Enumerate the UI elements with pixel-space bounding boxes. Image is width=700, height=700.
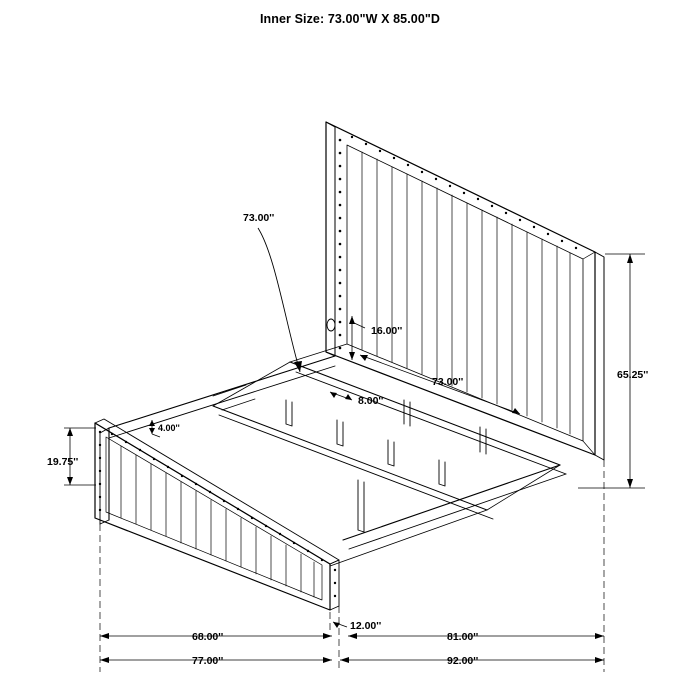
dim-label-headboard-panel: 16.00'' — [371, 325, 403, 337]
dim-label-slat-spacing: 8.00'' — [358, 395, 384, 407]
dim-label-rail-thickness: 4.00'' — [158, 423, 180, 433]
dim-label-inner-width: 73.00'' — [243, 212, 275, 224]
bed-frame — [100, 344, 566, 566]
dim-label-inner-length-front: 68.00'' — [192, 631, 224, 643]
dim-slat-spacing — [330, 392, 352, 400]
headboard — [326, 122, 604, 460]
dim-label-overall-width: 77.00'' — [192, 655, 224, 667]
footboard — [95, 419, 339, 610]
dim-footboard-depth — [333, 622, 347, 628]
dim-label-slat-span: 73.00'' — [432, 376, 464, 388]
dim-label-overall-length: 92.00'' — [447, 655, 479, 667]
dimension-labels — [47, 212, 648, 667]
dim-headboard-panel — [349, 316, 365, 360]
dim-label-footboard-height: 19.75'' — [47, 456, 79, 468]
dim-label-inner-length-side: 81.00'' — [447, 631, 479, 643]
page-title: Inner Size: 73.00"W X 85.00"D — [259, 12, 441, 26]
dim-label-footboard-depth: 12.00'' — [350, 620, 382, 632]
dim-inner-width — [258, 228, 302, 372]
dim-label-overall-height: 65.25'' — [617, 369, 649, 381]
